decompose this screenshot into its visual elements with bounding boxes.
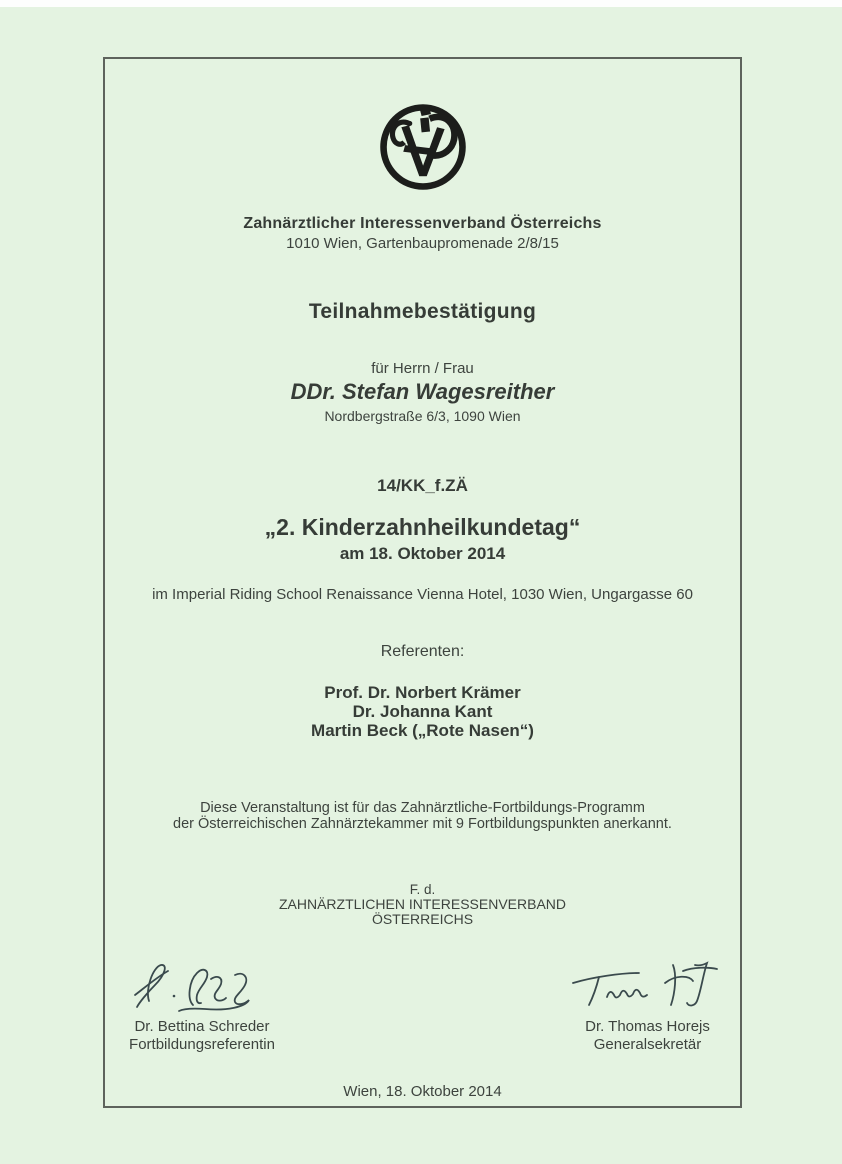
speaker-name: Dr. Johanna Kant bbox=[352, 702, 493, 721]
issuer-prefix: F. d. bbox=[409, 882, 436, 897]
organization-address: 1010 Wien, Gartenbaupromenade 2/8/15 bbox=[286, 235, 559, 252]
event-name: „2. Kinderzahnheilkundetag“ bbox=[264, 514, 581, 540]
signature-scribble-left bbox=[117, 953, 287, 1015]
organization-name: Zahnärztlicher Interessenverband Österreichs bbox=[243, 215, 602, 232]
speaker-name: Martin Beck („Rote Nasen“) bbox=[311, 721, 534, 740]
document-title: Teilnahmebestätigung bbox=[308, 300, 537, 323]
signatory-name-right: Dr. Thomas Horejs bbox=[585, 1018, 710, 1035]
signatory-role-left: Fortbildungsreferentin bbox=[129, 1036, 275, 1053]
signature-scribble-right bbox=[565, 953, 730, 1015]
accreditation-line: Diese Veranstaltung ist für das Zahnärztliche-Fortbildungs-Programm bbox=[200, 800, 645, 816]
accreditation-note bbox=[105, 800, 740, 832]
speakers-heading: Referenten: bbox=[380, 643, 465, 660]
scan-edge bbox=[0, 0, 842, 7]
signature-block-left bbox=[117, 953, 287, 1053]
speaker-name: Prof. Dr. Norbert Krämer bbox=[324, 683, 521, 702]
certificate-border-frame bbox=[103, 57, 742, 1108]
signature-block-right bbox=[565, 953, 730, 1053]
speakers-list bbox=[105, 683, 740, 740]
event-date: am 18. Oktober 2014 bbox=[339, 544, 506, 563]
logo-container bbox=[105, 100, 740, 199]
recipient-name: DDr. Stefan Wagesreither bbox=[290, 379, 555, 404]
issuer-line: ÖSTERREICHS bbox=[371, 911, 474, 927]
issuer-line: ZAHNÄRZTLICHEN INTERESSENVERBAND bbox=[278, 896, 567, 912]
recipient-salutation: für Herrn / Frau bbox=[371, 360, 474, 377]
signatory-name-left: Dr. Bettina Schreder bbox=[134, 1018, 270, 1035]
signature-row bbox=[105, 953, 740, 1053]
event-venue: im Imperial Riding School Renaissance Vienna Hotel, 1030 Wien, Ungargasse 60 bbox=[152, 586, 693, 603]
handwritten-signature-left-icon bbox=[127, 955, 277, 1015]
accreditation-line: der Österreichischen Zahnärztekammer mit 9 Fortbildungspunkten anerkannt. bbox=[173, 816, 672, 832]
signatory-role-right: Generalsekretär bbox=[593, 1036, 702, 1053]
ziv-monogram-icon bbox=[375, 100, 471, 194]
issuer-block bbox=[105, 882, 740, 927]
place-and-date: Wien, 18. Oktober 2014 bbox=[343, 1083, 502, 1100]
handwritten-signature-right-icon bbox=[569, 957, 727, 1015]
recipient-address: Nordbergstraße 6/3, 1090 Wien bbox=[324, 408, 521, 424]
event-code: 14/KK_f.ZÄ bbox=[377, 476, 468, 495]
